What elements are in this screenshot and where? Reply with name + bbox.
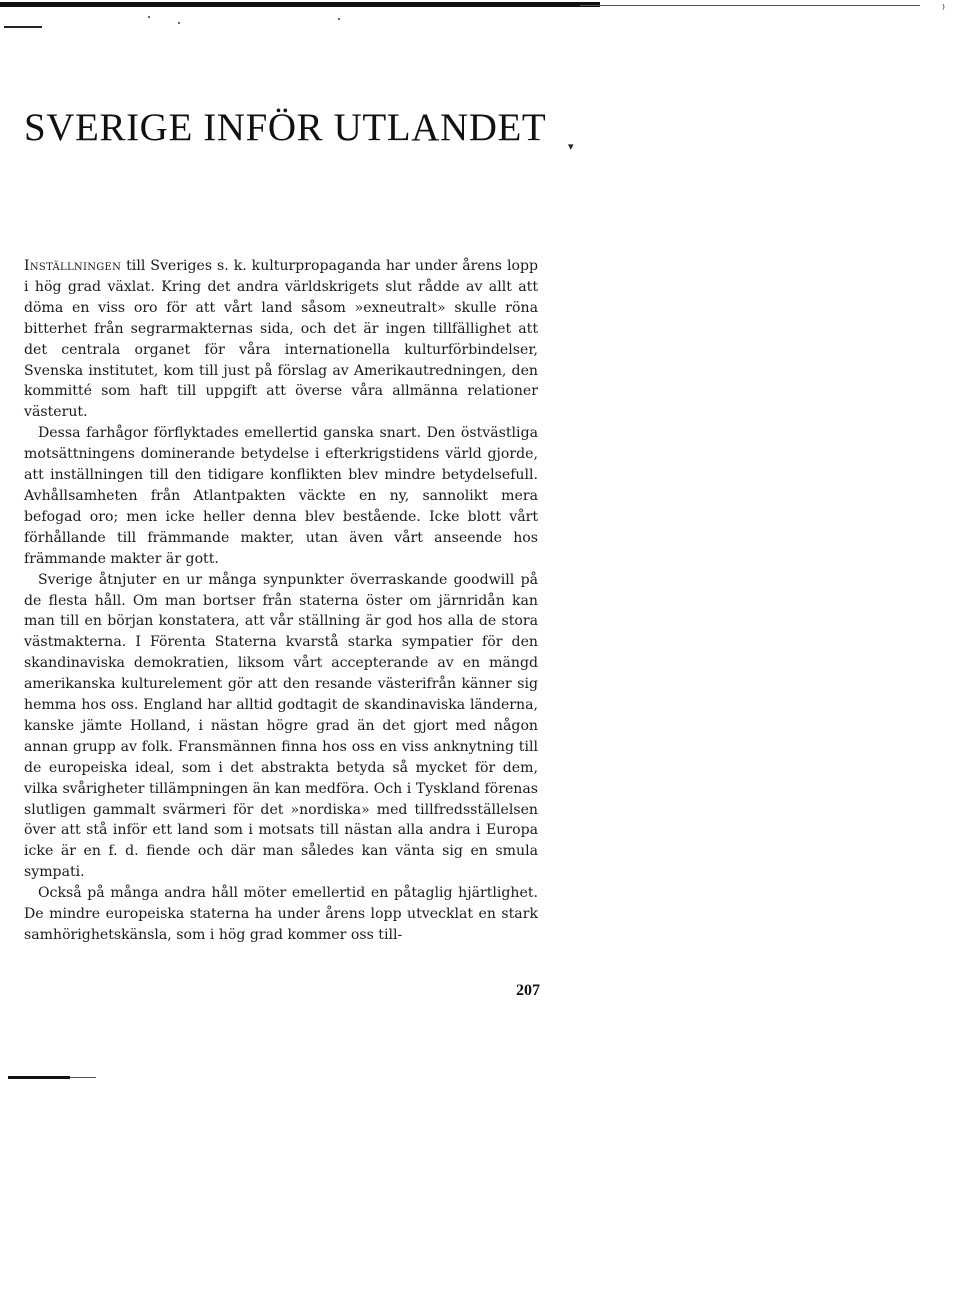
scan-edge-top	[0, 2, 600, 7]
scan-mark-top-left	[4, 26, 42, 28]
article-body	[24, 256, 538, 946]
paragraph: Sverige åtnjuter en ur många synpunkter överraskande goodwill på de flesta håll. Om man bortser från staterna öster om järnridån kan man till en början konstatera, att vår ställning är god hos alla de stora västmakterna. I Förenta Staterna kvarstå starka sympatier för den skandinaviska demokratien, liksom vårt accepterande av en mängd amerikanska kulturelement gör att den resande västerifrån känner sig hemma hos oss. England har alltid godtagit de skandinaviska länderna, kanske jämte Holland, i nästan högre grad än det gjort med någon annan grupp av folk. Fransmännen finna hos oss en viss anknytning till de europeiska ideal, som i det abstrakta betyda så mycket för dem, vilka svårigheter tillämpningen än kan medföra. Och i Tyskland förenas slutligen gammalt svärmeri för det »nordiska» med tillfredsställelsen över att stå inför ett land som i motsats till nästan alla andra i Europa icke är en f. d. fiende och där man således kan vänta sig en smula sympati.	[24, 571, 538, 881]
scan-edge-bottom	[8, 1076, 70, 1079]
paragraph	[24, 256, 538, 423]
scan-edge-top-thin	[580, 5, 920, 6]
scan-speck	[178, 22, 180, 24]
page-heading: SVERIGE INFÖR UTLANDET	[24, 106, 547, 149]
scan-speck	[148, 16, 150, 18]
scan-mark-right: ⁾	[942, 2, 945, 16]
scan-speck: ▾	[568, 140, 574, 153]
paragraph-text: till Sveriges s. k. kulturpropaganda har under årens lopp i hög grad växlat. Kring det andra världskrigets slut rådde av allt att döma en viss oro för att vårt land såsom »exneutralt» skulle röna bitterhet från segrarmakternas sida, och det är ingen tillfällighet att det centrala organet för våra internationella kulturförbindelser, Svenska institutet, kom till just på förslag av Amerikautredningen, den kommitté som haft till uppgift att överse våra allmänna relationer västerut.	[24, 258, 538, 421]
lead-word: Inställningen	[24, 258, 122, 274]
page-number: 207	[516, 982, 540, 999]
scan-edge-bottom-thin	[70, 1077, 96, 1078]
paragraph: Dessa farhågor förflyktades emellertid ganska snart. Den östvästliga motsättningens dominerande betydelse i efterkrigstidens värld gjorde, att inställningen till den tidigare konflikten blev mindre betydelsefull. Avhållsamheten från Atlantpakten väckte en ny, sannolikt mera befogad oro; men icke heller denna blev bestående. Icke blott vårt förhållande till främmande makter, utan även vårt anseende hos främmande makter är gott.	[24, 425, 538, 567]
scan-speck	[338, 18, 340, 20]
paragraph: Också på många andra håll möter emellertid en påtaglig hjärtlighet. De mindre europeiska staterna ha under årens lopp utvecklat en stark samhörighetskänsla, som i hög grad kommer oss till-	[24, 885, 538, 943]
